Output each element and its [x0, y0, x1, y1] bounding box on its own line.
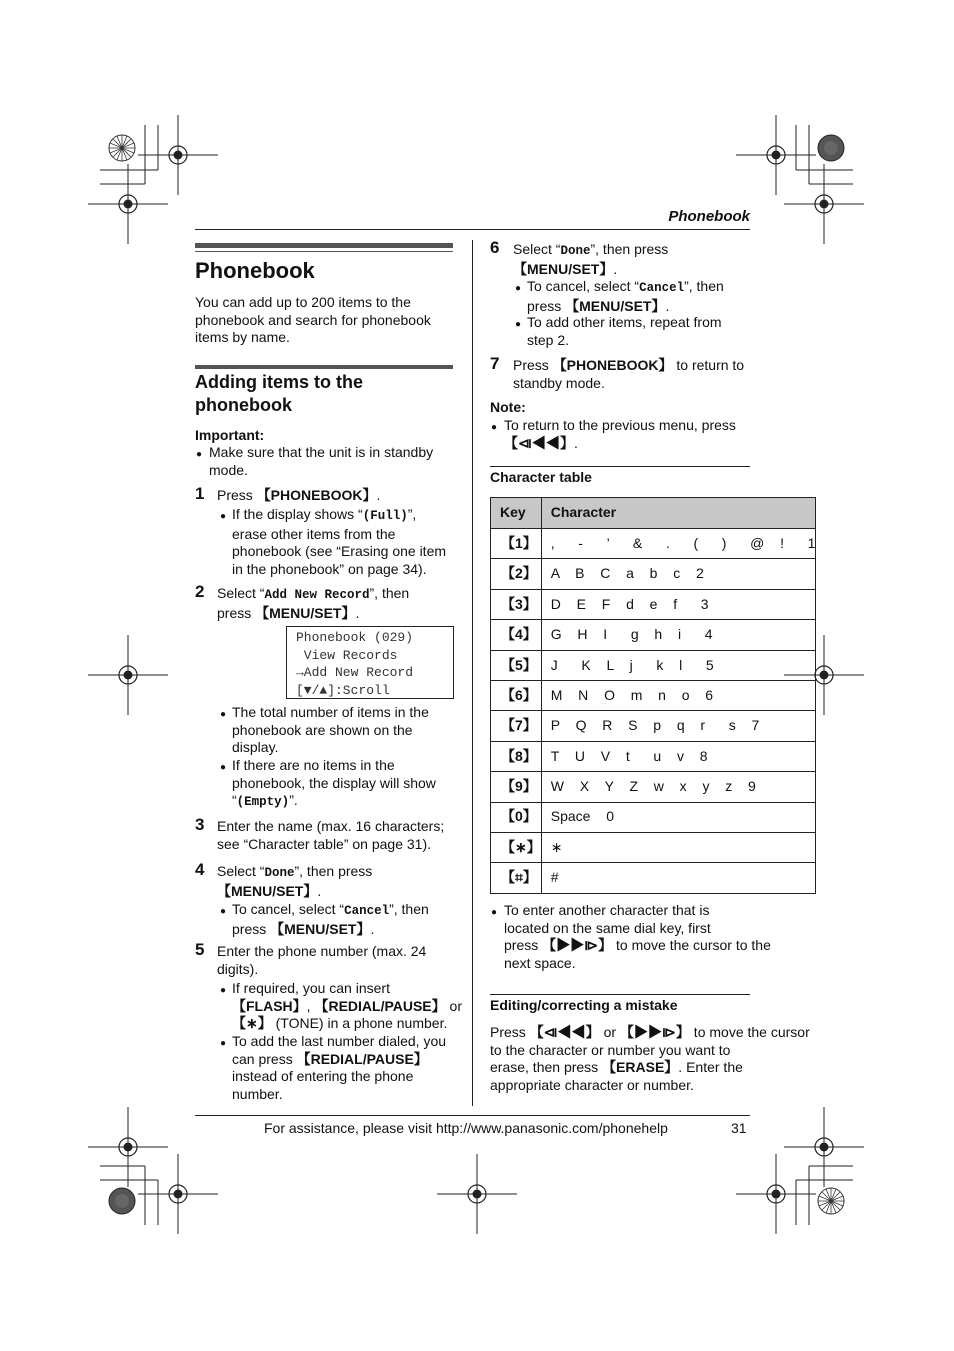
step5-bullet2: To add the last number dialed, you can press 【REDIAL/PAUSE】 instead of entering the phone number. — [232, 1033, 447, 1102]
page-title: Phonebook — [195, 258, 315, 283]
step4-bullet: To cancel, select “Cancel”, then press 【MENU/SET】. — [232, 901, 429, 937]
bullet-icon: ● — [220, 762, 227, 773]
table-row — [491, 711, 816, 741]
bullet-icon: ● — [515, 283, 522, 294]
lcd-display: Phonebook (029) View Records →Add New Record [▼/▲]:Scroll — [286, 626, 454, 699]
bullet-icon: ● — [220, 985, 227, 996]
step2-bullet2: If there are no items in the phonebook, the display will show “(Empty)”. — [232, 757, 436, 809]
page-number: 31 — [731, 1120, 747, 1136]
bullet-icon: ● — [491, 907, 498, 918]
step3-text: Enter the name (max. 16 characters; see “Character table” on page 31). — [217, 818, 445, 852]
step1-text: Press 【PHONEBOOK】. — [217, 487, 381, 503]
table-row — [491, 832, 816, 862]
after-table-text: To enter another character that is located on the same dial key, first press 【▶▶⧐】 to move the cursor to the next space. — [504, 902, 771, 971]
table-cell-key: 【4】 — [491, 620, 542, 650]
table-row — [491, 650, 816, 680]
table-cell-key: 【7】 — [491, 711, 542, 741]
edit-rule — [490, 994, 750, 995]
table-cell-key: 【6】 — [491, 680, 542, 710]
table-cell-chars: P Q R S p q r s 7 — [541, 711, 816, 741]
bullet-icon: ● — [220, 906, 227, 917]
note-label: Note: — [490, 399, 526, 415]
bullet-icon: ● — [491, 422, 498, 433]
table-cell-chars: G H I g h i 4 — [541, 620, 816, 650]
bullet-icon: ● — [196, 449, 203, 460]
section-subtitle: Adding items to the phonebook — [195, 372, 363, 415]
bullet-icon: ● — [220, 709, 227, 720]
character-table — [490, 497, 816, 894]
table-header: Key — [491, 498, 542, 529]
bullet-icon: ● — [220, 1038, 227, 1049]
column-divider — [472, 240, 473, 1106]
step2-text: Select “Add New Record”, then press 【MENU/SET】. — [217, 585, 410, 621]
note-text: To return to the previous menu, press 【⧏◀◀】. — [504, 417, 736, 451]
table-cell-key: 【1】 — [491, 529, 542, 559]
table-cell-key: 【3】 — [491, 589, 542, 619]
step5-text: Enter the phone number (max. 24 digits). — [217, 943, 427, 977]
table-cell-key: 【⌗】 — [491, 863, 542, 893]
step-number: 6 — [490, 238, 500, 257]
edit-title: Editing/correcting a mistake — [490, 997, 678, 1013]
table-cell-key: 【9】 — [491, 772, 542, 802]
table-cell-chars: D E F d e f 3 — [541, 589, 816, 619]
table-cell-key: 【∗】 — [491, 832, 542, 862]
step6-bullet2: To add other items, repeat from step 2. — [527, 314, 722, 348]
table-row — [491, 589, 816, 619]
char-table-title: Character table — [490, 469, 592, 485]
subtitle-bar — [195, 365, 453, 369]
table-cell-key: 【8】 — [491, 741, 542, 771]
table-cell-chars: M N O m n o 6 — [541, 680, 816, 710]
table-cell-chars: Space 0 — [541, 802, 816, 832]
table-row — [491, 620, 816, 650]
table-row — [491, 529, 816, 559]
step7-text: Press 【PHONEBOOK】 to return to standby mode. — [513, 357, 745, 391]
step1-bullet: If the display shows “(Full)”, erase other items from the phonebook (see “Erasing one item in the phonebook” on page 34). — [232, 506, 447, 577]
step-number: 2 — [195, 582, 205, 601]
table-row — [491, 802, 816, 832]
table-row — [491, 741, 816, 771]
step-number: 4 — [195, 860, 205, 879]
step5-bullet1: If required, you can insert 【FLASH】, 【REDIAL/PAUSE】 or 【∗】 (TONE) in a phone number. — [232, 980, 462, 1031]
table-row — [491, 680, 816, 710]
bullet-icon: ● — [220, 511, 227, 522]
step6-text: Select “Done”, then press 【MENU/SET】. — [513, 241, 669, 277]
table-header-row — [491, 498, 816, 529]
step-number: 3 — [195, 815, 205, 834]
step-number: 7 — [490, 354, 500, 373]
table-cell-chars: ∗ — [541, 832, 816, 862]
title-bar — [195, 243, 453, 248]
table-cell-key: 【5】 — [491, 650, 542, 680]
step4-text: Select “Done”, then press 【MENU/SET】. — [217, 863, 373, 899]
table-row — [491, 559, 816, 589]
running-header: Phonebook — [668, 208, 750, 225]
edit-text: Press 【⧏◀◀】 or 【▶▶⧐】 to move the cursor to the character or number you want to erase, then press 【ERASE】. Enter the appropriate character or number. — [490, 1024, 810, 1093]
table-row — [491, 863, 816, 893]
table-cell-key: 【0】 — [491, 802, 542, 832]
table-cell-chars: W X Y Z w x y z 9 — [541, 772, 816, 802]
important-label: Important: — [195, 427, 265, 443]
table-cell-chars: J K L j k l 5 — [541, 650, 816, 680]
step2-bullet1: The total number of items in the phonebook are shown on the display. — [232, 704, 429, 755]
footer-rule — [195, 1115, 750, 1116]
table-cell-chars: # — [541, 863, 816, 893]
table-row — [491, 772, 816, 802]
table-cell-chars: T U V t u v 8 — [541, 741, 816, 771]
important-text: Make sure that the unit is in standby mode. — [209, 444, 434, 478]
table-cell-chars: , - ’ & . ( ) @ ! 1 — [541, 529, 816, 559]
header-rule — [195, 229, 750, 230]
step6-bullet1: To cancel, select “Cancel”, then press 【MENU/SET】. — [527, 278, 724, 314]
table-header: Character — [541, 498, 816, 529]
title-bar-thin — [195, 251, 453, 252]
table-cell-key: 【2】 — [491, 559, 542, 589]
char-table-rule — [490, 466, 750, 467]
table-cell-chars: A B C a b c 2 — [541, 559, 816, 589]
step-number: 1 — [195, 484, 205, 503]
step-number: 5 — [195, 940, 205, 959]
bullet-icon: ● — [515, 319, 522, 330]
footer-text: For assistance, please visit http://www.panasonic.com/phonehelp — [264, 1120, 668, 1136]
intro-text: You can add up to 200 items to the phonebook and search for phonebook items by name. — [195, 294, 431, 345]
